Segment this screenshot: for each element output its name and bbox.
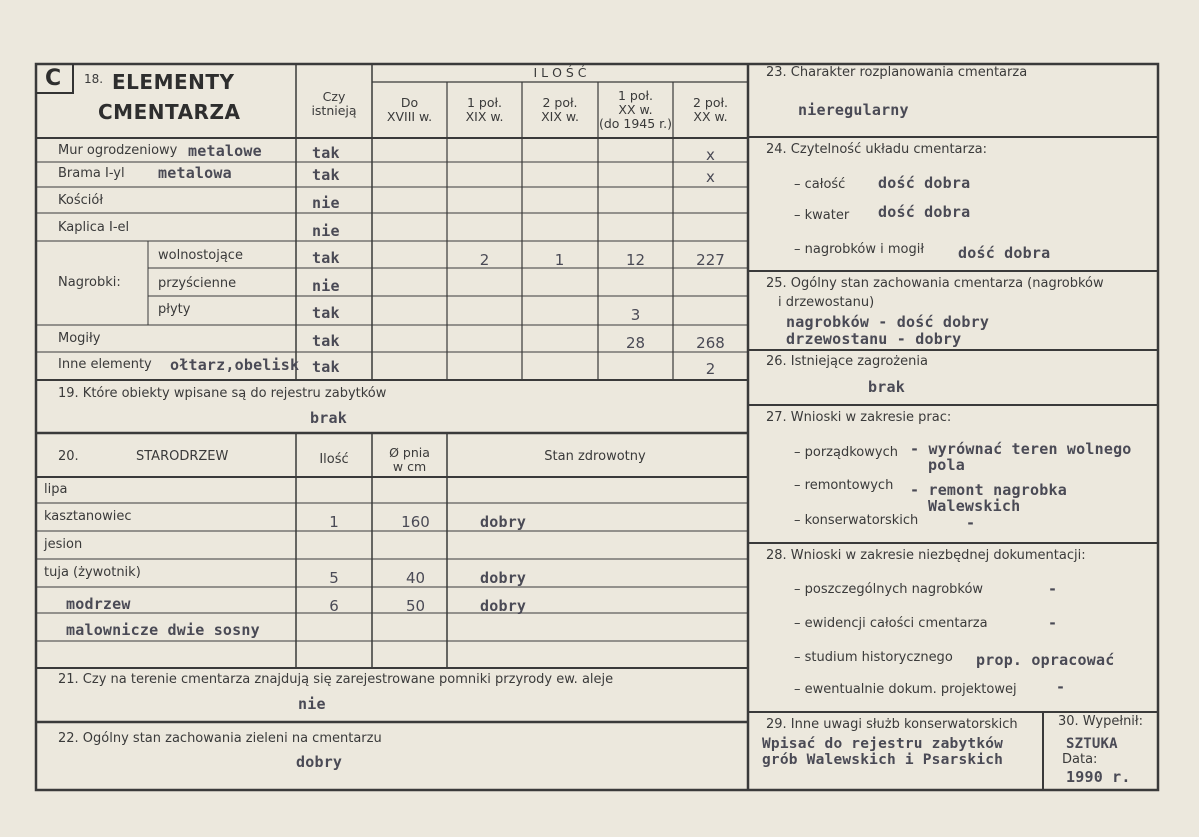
s28-item-1-value: - <box>1048 580 1058 598</box>
s28-item-3-label: – studium historycznego <box>794 650 953 665</box>
s28-item-2-value: - <box>1048 614 1058 632</box>
s20-row-qty: 1 <box>329 513 339 531</box>
s24-item-3-label: – nagrobków i mogił <box>794 242 925 257</box>
s28-item-4-value: - <box>1056 678 1066 696</box>
section-letter: C <box>45 66 62 91</box>
s18-number: 18. <box>84 72 104 86</box>
s18-row-label: Kościół <box>58 193 104 208</box>
s18-row-exists: tak <box>312 358 340 376</box>
s18-row-label: płyty <box>158 302 191 317</box>
s18-row-label: wolnostojące <box>158 248 243 263</box>
s20-row-name: modrzew <box>66 595 131 613</box>
s24-item-1-label: – całość <box>794 177 846 192</box>
s29-value-2: grób Walewskich i Psarskich <box>762 752 1004 768</box>
s18-row-quantity: 2 <box>479 251 490 269</box>
s30-label: 30. Wypełnił: <box>1058 714 1143 729</box>
s21-label: 21. Czy na terenie cmentarza znajdują się zarejestrowane pomniki przyrody ew. aleje <box>58 672 614 687</box>
s18-row-exists: tak <box>312 166 340 184</box>
s27-item-1-label: – porządkowych <box>794 445 898 460</box>
s20-row-health: dobry <box>480 513 527 531</box>
s26-label: 26. Istniejące zagrożenia <box>766 354 928 369</box>
s25-label-2: i drzewostanu) <box>778 295 875 310</box>
s18-row-label: Mogiły <box>58 331 101 346</box>
s18-row-quantity: 28 <box>625 334 646 352</box>
s19-label: 19. Które obiekty wpisane są do rejestru zabytków <box>58 386 387 401</box>
s20-diam-header: Ø pnia w cm <box>389 445 430 474</box>
s27-item-3-value: - <box>966 514 976 532</box>
s18-row-quantity: 3 <box>630 306 641 324</box>
s20-qty-header: Ilość <box>319 452 349 467</box>
s29-value-1: Wpisać do rejestru zabytków <box>762 736 1004 752</box>
ilosc-header: I L O Ś Ć <box>533 65 587 80</box>
s18-row-label: przyścienne <box>158 276 237 291</box>
s18-row-exists: tak <box>312 332 340 350</box>
s18-title-2: CMENTARZA <box>98 100 241 124</box>
s27-item-2-label: – remontowych <box>794 478 894 493</box>
s20-row-diameter: 160 <box>401 513 430 531</box>
s18-row-quantity: 1 <box>554 251 565 269</box>
period-header-0: Do XVIII w. <box>386 95 433 124</box>
s27-label: 27. Wnioski w zakresie prac: <box>766 410 952 425</box>
s18-row-extra: ołtarz,obelisk <box>170 356 300 374</box>
s18-row-label: Brama I-yl <box>58 166 125 181</box>
s24-item-2-value: dość dobra <box>878 203 971 221</box>
s25-value-1: nagrobków - dość dobry <box>786 313 990 331</box>
s18-row-exists: tak <box>312 249 340 267</box>
s20-row-diameter: 40 <box>405 569 426 587</box>
s20-row-qty: 6 <box>329 597 339 615</box>
s24-item-3-value: dość dobra <box>958 244 1051 262</box>
s18-row-exists: nie <box>312 277 340 295</box>
s28-item-3-value: prop. opracować <box>976 651 1115 669</box>
s18-title-1: ELEMENTY <box>112 70 235 94</box>
s24-item-2-label: – kwater <box>794 208 850 223</box>
s25-label-1: 25. Ogólny stan zachowania cmentarza (nagrobków <box>766 276 1104 291</box>
s18-row-exists: nie <box>312 222 340 240</box>
s20-row-name: malownicze dwie sosny <box>66 621 260 639</box>
col-exists-header: Czy istnieją <box>311 89 357 118</box>
s22-value: dobry <box>296 753 343 771</box>
s18-row-exists: tak <box>312 304 340 322</box>
s22-label: 22. Ogólny stan zachowania zieleni na cmentarzu <box>58 731 382 746</box>
s28-item-1-label: – poszczególnych nagrobków <box>794 582 984 597</box>
s30-date: 1990 r. <box>1066 768 1131 786</box>
s18-row-quantity: 227 <box>696 251 725 269</box>
s27-item-1-value-2: pola <box>928 456 965 474</box>
period-header-4: 2 poł. XX w. <box>692 95 729 124</box>
period-header-2: 2 poł. XIX w. <box>541 95 579 124</box>
s28-item-2-label: – ewidencji całości cmentarza <box>794 616 988 631</box>
s24-item-1-value: dość dobra <box>878 174 971 192</box>
s18-row-exists: tak <box>312 144 340 162</box>
s23-value: nieregularny <box>798 101 909 119</box>
s19-value: brak <box>310 409 347 427</box>
s27-item-1-value-1: - wyrównać teren wolnego <box>910 440 1132 458</box>
s20-row-name: jesion <box>44 537 83 552</box>
s18-row-label: Mur ogrodzeniowy <box>58 143 178 158</box>
s28-label: 28. Wnioski w zakresie niezbędnej dokumentacji: <box>766 548 1086 563</box>
s20-health-header: Stan zdrowotny <box>544 449 646 464</box>
period-header-1: 1 poł. XIX w. <box>465 95 504 124</box>
s18-row-label: Inne elementy <box>58 357 152 372</box>
s18-row-exists: nie <box>312 194 340 212</box>
s27-item-3-label: – konserwatorskich <box>794 513 919 528</box>
s30-date-label: Data: <box>1062 752 1098 767</box>
s20-row-health: dobry <box>480 597 527 615</box>
s18-row-quantity: x <box>706 168 715 186</box>
s20-row-name: lipa <box>44 482 68 497</box>
s18-row-extra: metalowa <box>158 164 232 182</box>
s18-row-extra: metalowe <box>188 142 262 160</box>
s18-row-quantity: 12 <box>625 251 646 269</box>
s24-label: 24. Czytelność układu cmentarza: <box>766 142 988 157</box>
s20-row-name: tuja (żywotnik) <box>44 565 141 580</box>
nagrobki-label: Nagrobki: <box>58 275 121 290</box>
s28-item-4-label: – ewentualnie dokum. projektowej <box>794 682 1017 697</box>
s20-row-diameter: 50 <box>405 597 426 615</box>
period-header-3: 1 poł. XX w. (do 1945 r.) <box>598 88 673 131</box>
s18-row-quantity: 268 <box>696 334 725 352</box>
s20-number: 20. <box>58 449 79 464</box>
s20-row-name: kasztanowiec <box>44 509 132 524</box>
s20-row-qty: 5 <box>329 569 339 587</box>
s23-label: 23. Charakter rozplanowania cmentarza <box>766 65 1028 80</box>
s25-value-2: drzewostanu - dobry <box>786 330 962 348</box>
s20-title: STARODRZEW <box>136 449 229 464</box>
s29-label: 29. Inne uwagi służb konserwatorskich <box>766 717 1018 732</box>
s20-row-health: dobry <box>480 569 527 587</box>
s18-row-label: Kaplica I-el <box>58 220 130 235</box>
s30-value: SZTUKA <box>1066 736 1118 752</box>
s18-row-quantity: 2 <box>705 360 716 378</box>
s26-value: brak <box>868 378 905 396</box>
s27-item-2-value-1: - remont nagrobka <box>910 481 1067 499</box>
s18-row-quantity: x <box>706 146 715 164</box>
s27-item-2-value-2: Walewskich <box>928 497 1021 515</box>
s21-value: nie <box>298 695 326 713</box>
